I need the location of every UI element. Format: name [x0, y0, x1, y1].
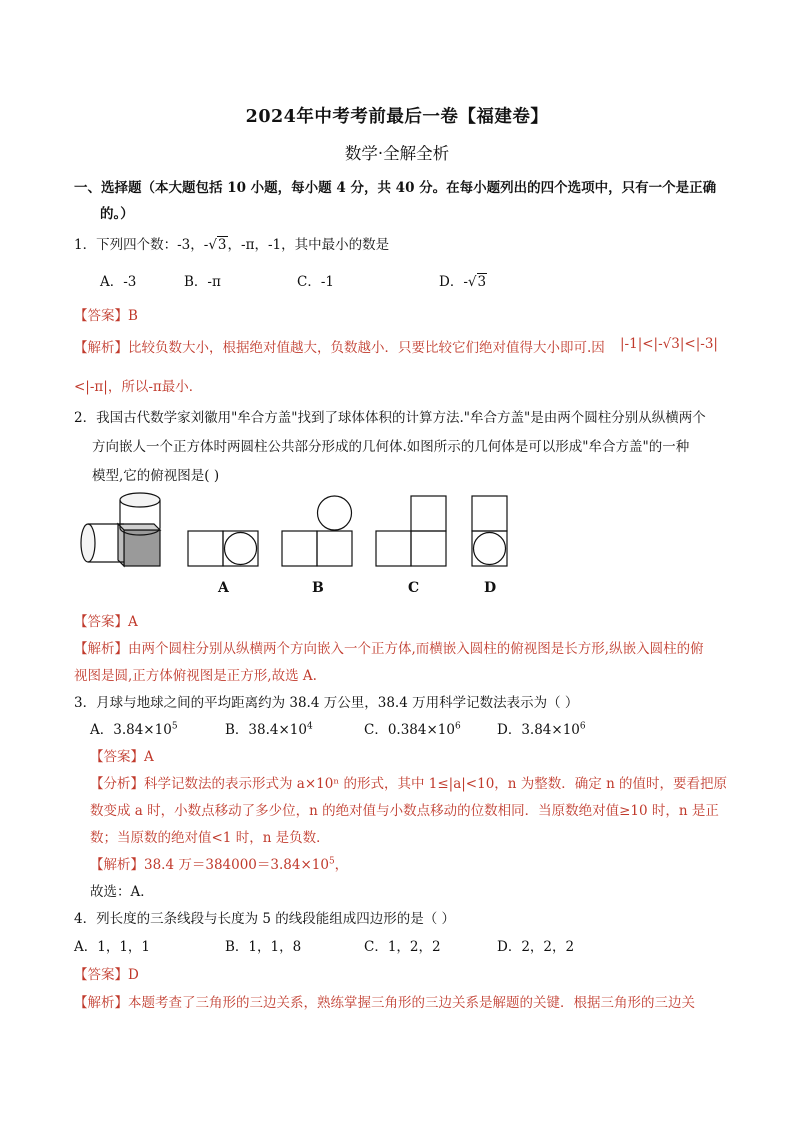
abs-expression-pi: <|-π|: [74, 379, 108, 395]
q4-analysis: [74, 991, 695, 1011]
answer-value: A: [144, 749, 154, 765]
section-heading: 一、选择题（本大题包括 10 小题，每小题 4 分，共 40 分。在每小题列出的四个选项中，只有一个是正确: [74, 180, 717, 196]
q3-option-b: [225, 718, 313, 738]
q4-option-a: A．1，1，1: [74, 939, 151, 955]
q1-option-d-prefix: D．-: [439, 274, 468, 290]
option-exponent: 5: [171, 721, 178, 732]
vertical-cylinder-top: [120, 493, 160, 507]
sqrt-symbol: √3: [467, 274, 487, 290]
q1-analysis-cont: [74, 375, 202, 395]
q1-option-c: C．-1: [297, 274, 334, 290]
answer-tag: 【答案】: [74, 308, 128, 324]
option-exponent: 4: [306, 721, 313, 732]
q2-stem-line1: 2．我国古代数学家刘徽用"牟合方盖"找到了球体体积的计算方法."牟合方盖"是由两个圆柱分别从纵横两个: [74, 410, 706, 426]
analysis-text: 由两个圆柱分别从纵横两个方向嵌入一个正方体,而横嵌入圆柱的俯视图是长方形,纵嵌入圆柱的俯: [128, 641, 704, 657]
fenxi-text: 科学记数法的表示形式为 a×10ⁿ 的形式，其中 1≤|a|<10，n 为整数．确定 n 的值时，要看把原: [144, 776, 728, 792]
sqrt-radicand: 3: [217, 237, 227, 253]
q2-stem-line3: 模型,它的俯视图是( ): [92, 468, 220, 484]
view-option-d: [472, 496, 507, 566]
q1-stem-part2: ，-π，-1，其中最小的数是: [227, 237, 390, 253]
q1-analysis: [74, 336, 605, 356]
option-base: B．38.4×10: [225, 722, 307, 738]
q3-conclusion: 故选：A．: [90, 884, 154, 900]
option-base: C．0.384×10: [364, 722, 455, 738]
answer-value: B: [128, 308, 138, 324]
figure-label-c: C: [408, 580, 420, 596]
q3-option-a: [90, 718, 178, 738]
q3-fenxi-cont1: 数变成 a 时，小数点移动了多少位，n 的绝对值与小数点移动的位数相同．当原数绝对值≥10 时，n 是正: [90, 803, 719, 819]
option-base: A．3.84×10: [90, 722, 172, 738]
q1-stem: [74, 233, 389, 253]
q3-fenxi-cont2: 数；当原数的绝对值<1 时，n 是负数．: [90, 830, 330, 846]
q1-abs-expression: |-1|<|-√3|<|-3|: [620, 336, 718, 352]
section-heading-cont: 的。）: [100, 206, 134, 222]
q4-stem: 4．列长度的三条线段与长度为 5 的线段能组成四边形的是（ ）: [74, 911, 456, 927]
analysis-tag: 【解析】: [74, 995, 128, 1011]
analysis-tag: 【解析】: [90, 857, 144, 873]
fenxi-tag: 【分析】: [90, 776, 144, 792]
q1-option-a: A．-3: [100, 274, 137, 290]
answer-tag: 【答案】: [90, 749, 144, 765]
analysis-text: ，所以-π最小．: [107, 379, 203, 395]
page-title: 2024年中考考前最后一卷【福建卷】: [245, 107, 549, 127]
analysis-exponent: 5: [328, 856, 335, 867]
cube-top-face: [118, 524, 160, 530]
sqrt-radicand: 3: [477, 274, 487, 290]
q4-option-b: B．1，1，8: [225, 939, 302, 955]
q3-analysis: [90, 853, 348, 873]
horizontal-cylinder-end: [81, 524, 95, 562]
analysis-tag: 【解析】: [74, 641, 128, 657]
q1-stem-part1: 1．下列四个数：-3，-: [74, 237, 209, 253]
answer-tag: 【答案】: [74, 614, 128, 630]
analysis-text: 本题考查了三角形的三边关系，熟练掌握三角形的三边关系是解题的关键．根据三角形的三边关: [128, 995, 695, 1011]
answer-value: D: [128, 967, 139, 983]
q3-fenxi: [90, 772, 727, 792]
analysis-text: 38.4 万＝384000＝3.84×10: [144, 857, 329, 873]
analysis-text: 比较负数大小，根据绝对值越大，负数越小．只要比较它们绝对值得大小即可.因: [128, 340, 605, 356]
q4-option-d: D．2，2，2: [497, 939, 575, 955]
q2-analysis-cont: 视图是圆,正方体俯视图是正方形,故选 A.: [74, 668, 317, 684]
sqrt-symbol: √3: [208, 237, 227, 253]
page-subtitle: 数学·全解全析: [344, 144, 450, 163]
q3-stem: 3．月球与地球之间的平均距离约为 38.4 万公里，38.4 万用科学记数法表示为（ ）: [74, 695, 579, 711]
q4-option-c: C．1，2，2: [364, 939, 441, 955]
view-option-c: [376, 496, 446, 566]
figure-label-a: A: [218, 580, 229, 596]
option-exponent: 6: [579, 721, 586, 732]
q3-option-d: [497, 718, 586, 738]
solid-model: [81, 493, 160, 566]
q1-option-d: [439, 270, 487, 290]
analysis-text-end: ，: [334, 857, 349, 873]
q4-answer: [74, 963, 139, 983]
option-exponent: 6: [454, 721, 461, 732]
q2-stem-line2: 方向嵌人一个正方体时两圆柱公共部分形成的几何体.如图所示的几何体是可以形成"牟合方盖"的一种: [92, 439, 690, 455]
view-option-a: [188, 531, 258, 566]
view-option-b: [282, 496, 352, 566]
q1-answer: [74, 304, 138, 324]
q3-option-c: [364, 718, 461, 738]
analysis-tag: 【解析】: [74, 340, 128, 356]
figure-label-d: D: [484, 580, 497, 596]
q3-answer: [90, 745, 154, 765]
q1-option-b: B．-π: [184, 274, 221, 290]
figure-label-b: B: [312, 580, 324, 596]
q2-figure: [78, 490, 518, 600]
answer-tag: 【答案】: [74, 967, 128, 983]
option-base: D．3.84×10: [497, 722, 580, 738]
answer-value: A: [128, 614, 138, 630]
q2-answer: [74, 610, 138, 630]
q2-analysis: [74, 637, 704, 657]
